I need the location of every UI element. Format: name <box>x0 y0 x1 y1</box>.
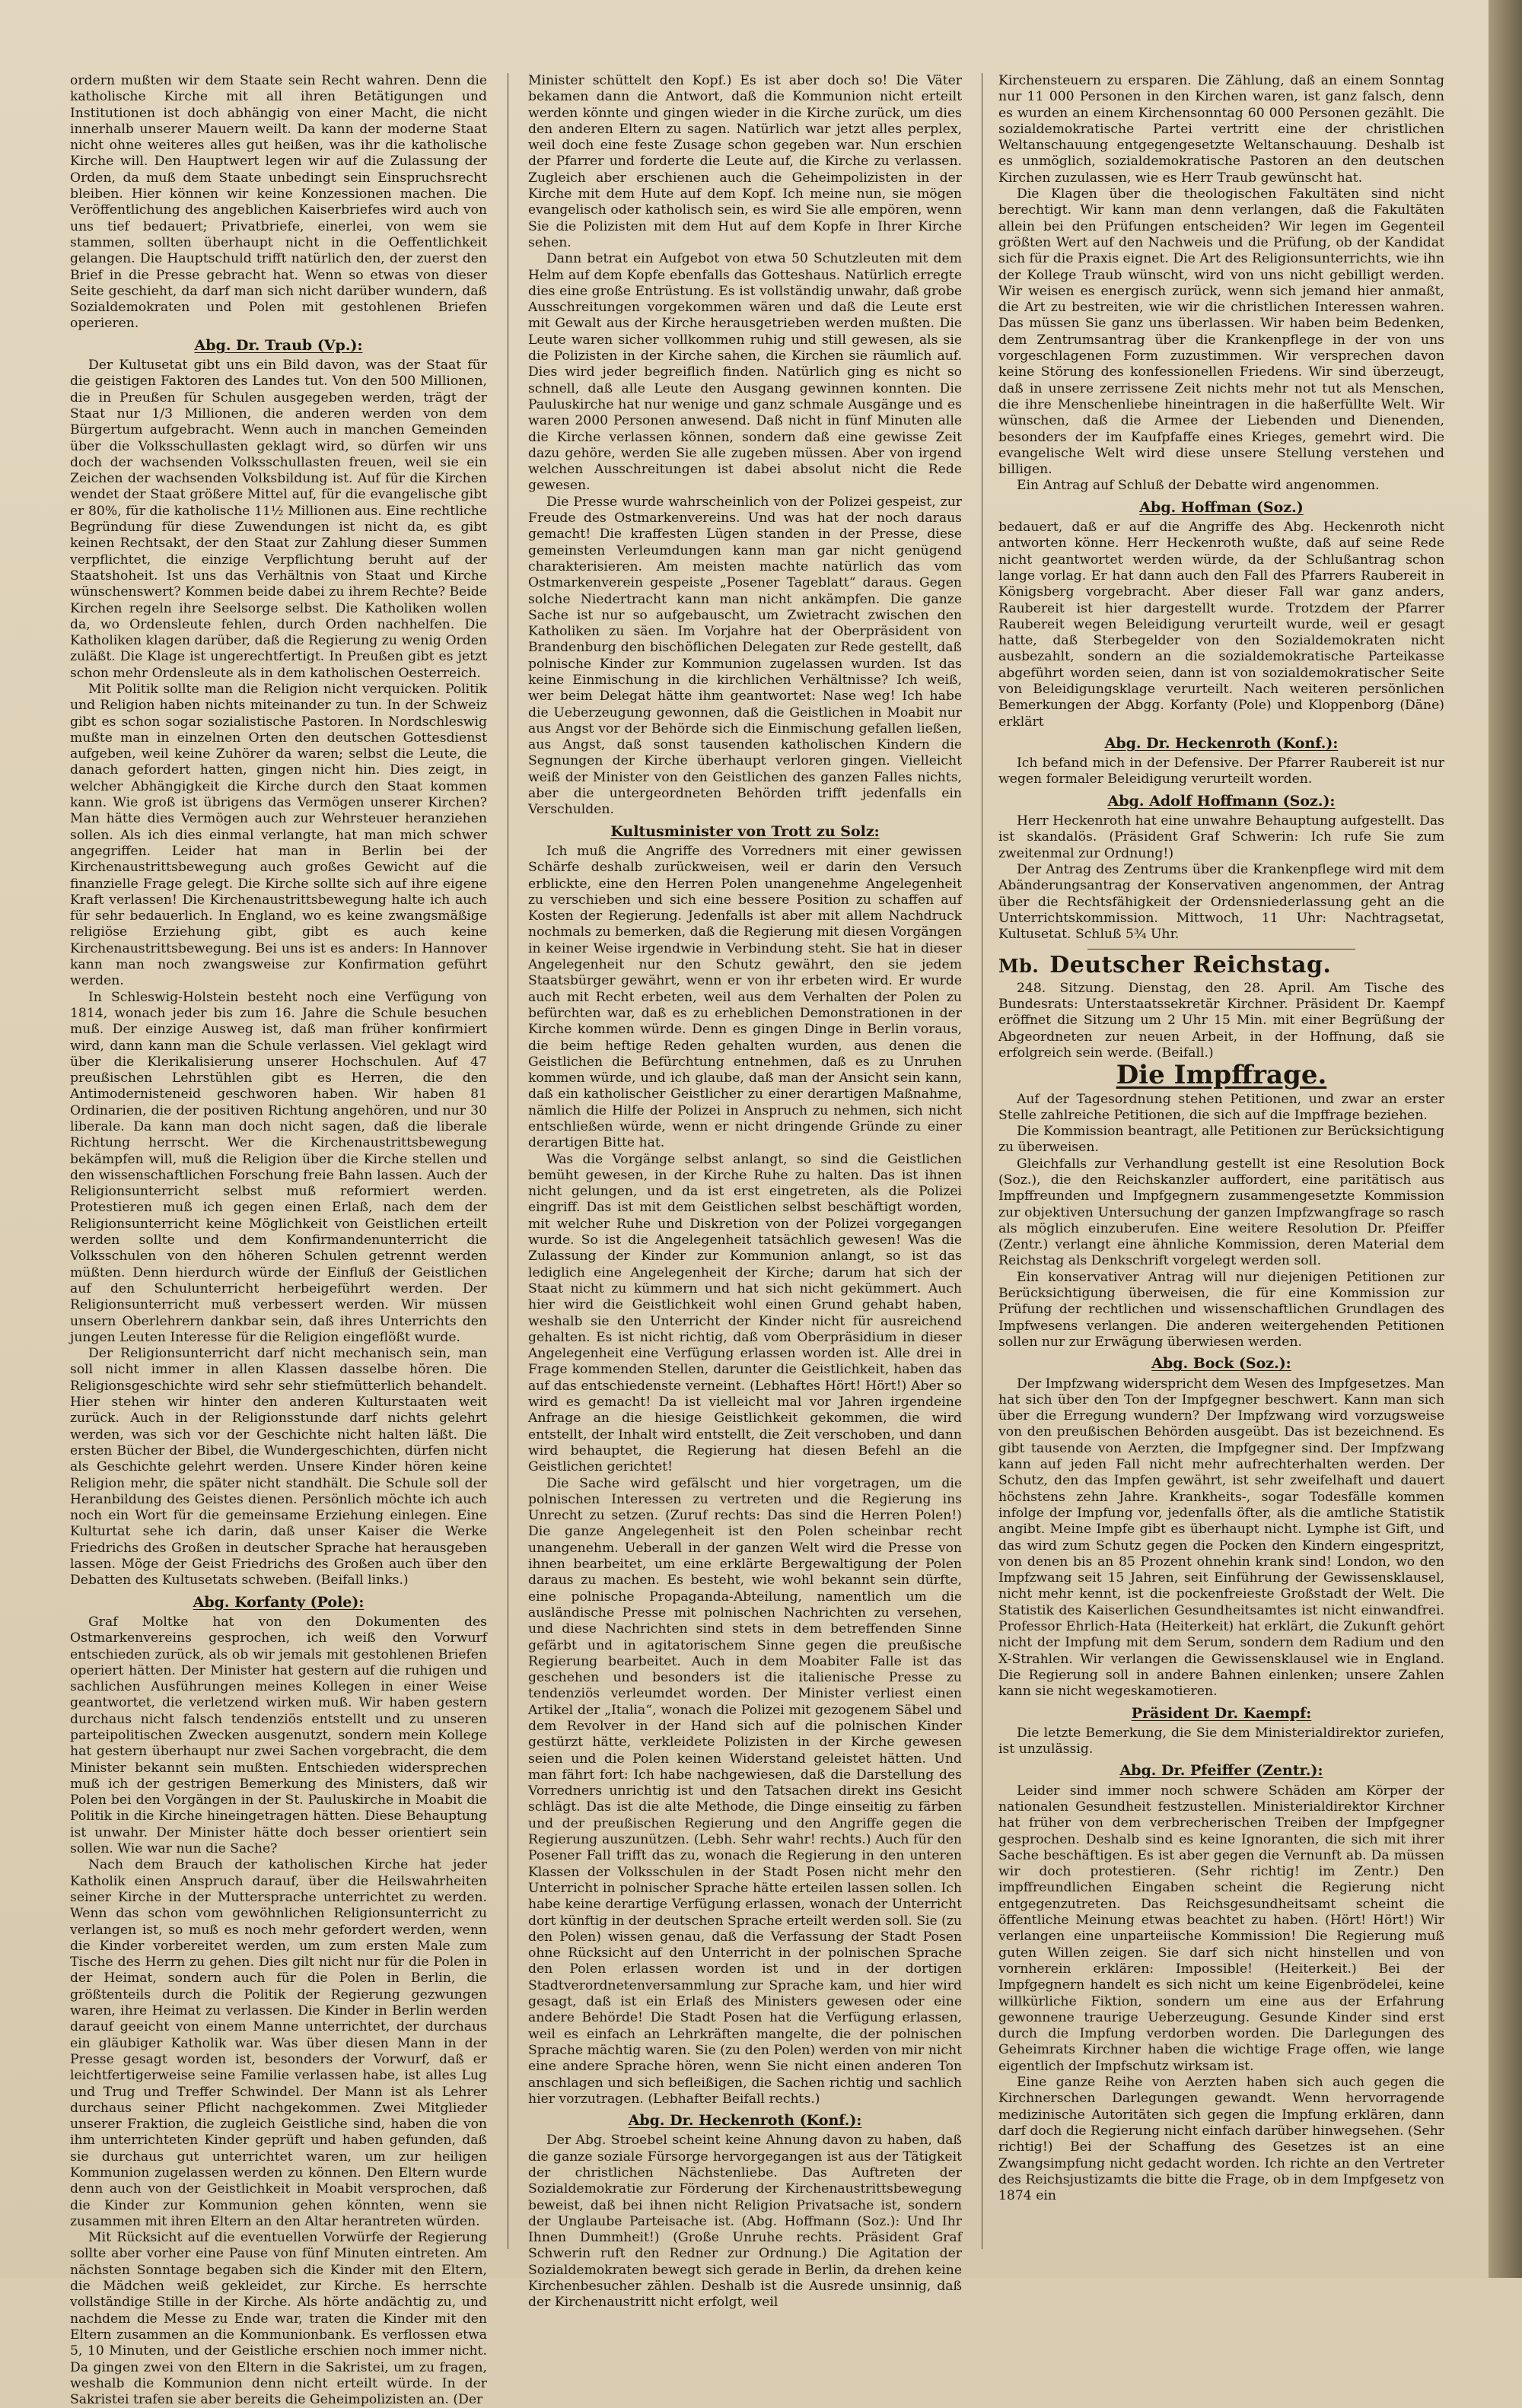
section-title <box>998 952 1444 979</box>
column-right <box>998 73 1444 2257</box>
speaker-heading: Präsident Dr. Kaempf: <box>1131 1704 1312 1722</box>
article-paragraph: bedauert, daß er auf die Angriffe des Abg. Heckenroth nicht antworten könne. Herr Heckenroth wußte, daß auf seine Rede nicht geantwortet werden würde, da der Schlußantrag schon lange vorlag. Er hat dann auch den Fall des Pfarrers Raubereit in Königsberg vorgebracht. Aber dieser Fall war ganz anders, Raubereit ist hier dargestellt wurde. Trotzdem der Pfarrer Raubereit wegen Beleidigung verurteilt wurde, weil er gesagt hatte, daß Sterbegelder von den Sozialdemokraten nicht ausbezahlt, sondern an die sozialdemokratische Parteikasse abgeführt worden seien, dann ist von sozialdemokratischer Seite von Beleidigungsklage verurteilt. Nach weiteren persönlichen Bemerkungen der Abgg. Korfanty (Pole) und Kloppenborg (Däne) erklärt <box>998 520 1444 730</box>
speaker-heading: Abg. Adolf Hoffmann (Soz.): <box>1107 792 1336 810</box>
article-paragraph: Minister schüttelt den Kopf.) Es ist aber doch so! Die Väter bekamen dann die Antwort, daß die Kommunion nicht erteilt werden könnte und gingen wieder in die Kirche zurück, um dies den anderen Eltern zu sagen. Natürlich war jetzt alles perplex, weil doch eine feste Zusage schon gegeben war. Nun erschien der Pfarrer und forderte die Leute auf, die Kirche zu verlassen. Zugleich aber erschienen auch die Geheimpolizisten in der Kirche mit dem Hute auf dem Kopf. Ich meine nun, sie mögen evangelisch oder katholisch sein, es wird Sie alle empören, wenn Sie die Polizisten mit dem Hut auf dem Kopfe in Ihrer Kirche sehen. <box>528 73 962 250</box>
speaker-heading: Abg. Dr. Heckenroth (Konf.): <box>1104 734 1339 752</box>
article-paragraph: Die Presse wurde wahrscheinlich von der Polizei gespeist, zur Freude des Ostmarkenvereins. Und was hat der noch daraus gemacht! Die kraffesten Lügen standen in der Presse, diese gemeinsten Verleumdungen kann man gar nicht genügend charakterisieren. Am meisten machte natürlich das vom Ostmarkenverein gespeiste „Posener Tageblatt“ daraus. Gegen solche Niedertracht kann man nicht ankämpfen. Die ganze Sache ist nur so aufgebauscht, um Zwietracht zwischen den Katholiken zu säen. Im Vorjahre hat der Oberpräsident von Brandenburg den bischöflichen Delegaten zur Rede gestellt, daß polnische Kinder zur Kommunion zugelassen wurden. Ist das keine Einmischung in die kirchlichen Verhältnisse? Ich weiß, wer beim Delegat hätte ihm geantwortet: Nase weg! Ich habe die Ueberzeugung gewonnen, daß die Geistlichen in Moabit nur aus Angst vor der Behörde sich die Einmischung gefallen ließen, aus Angst, daß sonst tausenden katholischen Kindern die Segnungen der Kirche überhaupt verloren gingen. Vielleicht weiß der Minister von den Geistlichen des ganzen Falles nichts, aber die untergeordneten Behörden trifft jedenfalls ein Verschulden. <box>528 494 962 818</box>
article-paragraph: In Schleswig-Holstein besteht noch eine Verfügung von 1814, wonach jeder bis zum 16. Jahre die Schule besuchen muß. Der einzige Ausweg ist, daß man früher konfirmiert wird, dann kann man die Schule verlassen. Viel geklagt wird über die Klerikalisierung unserer Hochschulen. Auf 47 preußischen Lehrstühlen gibt es Herren, die den Antimodernisteneid geschworen haben. Wir haben 81 Ordinarien, die der positiven Richtung angehören, und nur 30 liberale. Da kann man doch nicht sagen, daß die liberale Richtung herrscht. Wer die Kirchenaustrittsbewegung bekämpfen will, muß die Religion über die Kirche stellen und den wissenschaftlichen Forschung freie Bahn lassen. Auch der Religionsunterricht selbst muß reformiert werden. Protestieren muß ich gegen einen Erlaß, nach dem der Religionsunterricht keine Möglichkeit von Geistlichen erteilt werden sollte und dem Konfirmandenunterricht die Volksschulen von den höheren Schulen getrennt werden müßten. Denn hierdurch würde der Einfluß der Geistlichen auf den Schulunterricht herbeigeführt werden. Der Religionsunterricht muß verbessert werden. Wir müssen unsern Oberlehrern dankbar sein, daß ihres Unterrichts den jungen Leuten Interesse für die Religion eingeflößt wurde. <box>70 989 487 1345</box>
article-paragraph: Die letzte Bemerkung, die Sie dem Ministerialdirektor zuriefen, ist unzulässig. <box>998 1725 1444 1757</box>
article-paragraph: Graf Moltke hat von den Dokumenten des Ostmarkenvereins gesprochen, ich weiß den Vorwurf entschieden zurück, als ob wir jemals mit gestohlenen Briefen operiert hätten. Der Minister hat gestern auf die ruhigen und sachlichen Ausführungen meines Kollegen in einer Weise geantwortet, die verletzend wirken muß. Wir haben gestern durchaus nicht falsch tendenziös entstellt und zu unseren parteipolitischen Zwecken ausgenutzt, sondern mein Kollege hat gestern überhaupt nur zwei Sachen vorgebracht, die dem Minister bekannt sein mußten. Entschieden widersprechen muß ich der gestrigen Bemerkung des Ministers, daß wir Polen bei den Vorgängen in der St. Pauluskirche in Moabit die Politik in die Kirche hineingetragen hätten. Diese Behauptung ist unwahr. Der Minister hätte doch besser orientiert sein sollen. Wie war nun die Sache? <box>70 1614 487 1857</box>
section-marker: Mb. <box>998 955 1040 978</box>
article-paragraph: 248. Sitzung. Dienstag, den 28. April. Am Tische des Bundesrats: Unterstaatssekretär Kirchner. Präsident Dr. Kaempf eröffnet die Sitzung um 2 Uhr 15 Min. mit einer Begrüßung der Abgeordneten zur neuen Arbeit, in der Hoffnung, daß sie erfolgreich sein werde. (Beifall.) <box>998 980 1444 1061</box>
article-paragraph: Der Antrag des Zentrums über die Krankenpflege wird mit dem Abänderungsantrag der Konservativen angenommen, der Antrag über die Rechtsfähigkeit der Ordensniederlassung geht an die Unterrichtskommission. Mittwoch, 11 Uhr: Nachtragsetat, Kultusetat. Schluß 5¾ Uhr. <box>998 861 1444 943</box>
section-divider <box>1087 949 1355 950</box>
speaker-heading: Abg. Dr. Pfeiffer (Zentr.): <box>1119 1762 1323 1780</box>
article-paragraph: Die Klagen über die theologischen Fakultäten sind nicht berechtigt. Wir kann man denn verlangen, daß die Fakultäten allein bei den Prüfungen entscheiden? Wir legen im Gegenteil größten Wert auf den Nachweis und die Prüfung, ob der Kandidat sich für die Praxis eignet. Die Art des Religionsunterrichts, wie ihn der Kollege Traub wünscht, wird von uns nicht gebilligt werden. Wir weisen es energisch zurück, wenn sich jemand hier anmaßt, die Art zu bestreiten, wie wir die christlichen Interessen wahren. Das müssen Sie ganz uns überlassen. Wir haben beim Bedenken, dem Zentrumsantrag über die Krankenpflege in der von uns vorgeschlagenen Form zuzustimmen. Wir versprechen davon keine Störung des konfessionellen Friedens. Wir sind überzeugt, daß in unsere zerrissene Zeit nichts mehr not tut als Menschen, die ihre Menschenliebe hineintragen in die haßerfüllte Welt. Wir wünschen, daß die Armee der Liebenden und Dienenden, besonders der im Kaufpfaffe eines Krieges, gemehrt wird. Die evangelische Welt wird diese unsere Stellung verstehen und billigen. <box>998 186 1444 478</box>
article-paragraph: Mit Politik sollte man die Religion nicht verquicken. Politik und Religion haben nichts miteinander zu tun. In der Schweiz gibt es schon sogar sozialistische Pastoren. In Nordschleswig mußte man in einzelnen Orten den deutschen Gottesdienst aufgeben, weil keine Zuhörer da waren; selbst die Leute, die danach gefordert hatten, gingen nicht hin. Dies zeigt, in welcher Abhängigkeit die Kirche durch den Staat kommen kann. Wie groß ist übrigens das Vermögen unserer Kirchen? Man hätte dies Vermögen auch zur Wehrsteuer heranziehen sollen. Als ich dies einmal verlangte, hat man mich schwer angegriffen. Leider hat man in Berlin bei der Kirchenaustrittsbewegung auch großes Gewicht auf die finanzielle Frage gelegt. Die Kirche sollte sich auf ihre eigene Kraft verlassen! Die Kirchenaustrittsbewegung halte ich auch für sehr bedauerlich. In England, wo es keine zwangsmäßige religiöse Erziehung gibt, gibt es auch keine Kirchenaustrittsbewegung. Bei uns ist es anders: In Hannover kann man noch zwangsweise zur Konfirmation geführt werden. <box>70 681 487 989</box>
speaker-heading: Kultusminister von Trott zu Solz: <box>610 822 880 840</box>
article-paragraph: Der Impfzwang widerspricht dem Wesen des Impfgesetzes. Man hat sich über den Ton der Impfgegner beschwert. Kann man sich über die Erregung wundern? Der Impfzwang wird vorzugsweise von den preußischen Behörden ausgeübt. Das ist bezeichnend. Es gibt tausende von Aerzten, die Impfgegner sind. Der Impfzwang kann auf jeden Fall nicht mehr aufrechterhalten werden. Der Schutz, den das Impfen gewährt, ist sehr zweifelhaft und dauert höchstens zehn Jahre. Krankheits-, sogar Todesfälle kommen infolge der Impfung vor, jedenfalls öfter, als die amtliche Statistik angibt. Meine Impfe gibt es überhaupt nicht. Lymphe ist Gift, und das wird zum Schutz gegen die Pocken den Kindern eingespritzt, von denen bis an 85 Prozent ohnehin krank sind! London, wo den Impfzwang seit 15 Jahren, seit Einführung der Gewissensklausel, nicht mehr kennt, ist die pockenfreieste Großstadt der Welt. Die Statistik des Kaiserlichen Gesundheitsamtes ist nicht einwandfrei. Professor Ehrlich-Hata (Heiterkeit) hat erklärt, die Zukunft gehört nicht der Impfung mit dem Serum, sondern dem Radium und den X-Strahlen. Wir verlangen die Gewissensklausel wie in England. Die Regierung soll in andere Bahnen einlenken; unsere Zahlen kann sie nicht wegeskamotieren. <box>998 1376 1444 1700</box>
column-left <box>70 73 487 2408</box>
topic-heading: Die Impffrage. <box>1116 1060 1327 1091</box>
article-paragraph: Die Sache wird gefälscht und hier vorgetragen, um die polnischen Interessen zu vertreten und die Regierung ins Unrecht zu setzen. (Zuruf rechts: Das sind die Herren Polen!) Die ganze Angelegenheit ist den Polen scheinbar recht unangenehm. Ueberall in der ganzen Welt wird die Presse von ihnen bearbeitet, um eine erklärte Bergewaltigung der Polen daraus zu machen. Es besteht, wie wohl bekannt sein dürfte, eine polnische Propaganda-Abteilung, namentlich um die ausländische Presse mit polnischen Nachrichten zu versehen, und diese Nachrichten sind stets in dem betreffenden Sinne gefärbt und in agitatorischem Sinne gegen die preußische Regierung bearbeitet. Auch in dem Moabiter Falle ist das geschehen und besonders ist die italienische Presse zu tendenziös verleumdet worden. Der Minister verliest einen Artikel der „Italia“, wonach die Polizei mit gezogenem Säbel und dem Revolver in der Hand sich auf die polnischen Kinder gestürzt hätte, verkleidete Polizisten in der Kirche gewesen seien und die Polen keinen Widerstand geleistet hätten. Und man fährt fort: Ich habe nachgewiesen, daß die Darstellung des Vorredners unrichtig ist und den Tatsachen direkt ins Gesicht schlägt. Das ist die alte Methode, die Dinge einseitig zu färben und der preußischen Regierung und den Angriffe gegen die Regierung auszunützen. (Lebh. Sehr wahr! rechts.) Auch für den Posener Fall trifft das zu, wonach die Regierung in den unteren Klassen der Volksschulen in der Stadt Posen nicht mehr den Unterricht in polnischer Sprache hätte erteilen lassen sollen. Ich habe keine derartige Verfügung erlassen, wonach der Unterricht dort künftig in der deutschen Sprache erteilt werden soll. Sie (zu den Polen) wissen genau, daß die Verfassung der Stadt Posen ohne Rücksicht auf den Unterricht in der polnischen Sprache den Polen erlassen worden ist und in der dortigen Stadtverordnetenversammlung zur Sprache kam, und hier wird gesagt, daß ist ein Erlaß des Ministers gewesen oder eine andere Behörde! Die Stadt Posen hat die Verfügung erlassen, weil es einfach an Lehrkräften mangelte, die der polnischen Sprache mächtig waren. Sie (zu den Polen) werden von mir nicht eine andere Sprache hören, wenn Sie nicht einen anderen Ton anschlagen und sich befleißigen, die Sachen richtig und sachlich hier vorzutragen. (Lebhafter Beifall rechts.) <box>528 1475 963 2107</box>
article-paragraph: Auf der Tagesordnung stehen Petitionen, und zwar an erster Stelle zahlreiche Petitionen, die sich auf die Impffrage beziehen. <box>998 1091 1444 1123</box>
page-edge-shadow <box>1489 0 1522 2278</box>
article-paragraph: Was die Vorgänge selbst anlangt, so sind die Geistlichen bemüht gewesen, in der Kirche Ruhe zu halten. Das ist ihnen nicht gelungen, und da ist erst eingetreten, als die Polizei eingriff. Das ist mit dem Geistlichen selbst beschäftigt worden, mit welcher Ruhe und Diskretion von der Polizei vorgegangen wurde. So ist die Angelegenheit tatsächlich gewesen! Was die Zulassung der Kinder zur Kommunion anlangt, so ist das lediglich eine Angelegenheit der Kirche; darum hat sich der Staat nicht zu kümmern und hat sich nicht gekümmert. Auch hier wird die Geistlichkeit wohl einen Grund gehabt haben, weshalb sie den Unterricht der Kinder nicht für ausreichend gehalten. Es ist nicht richtig, daß vom Oberpräsidium in dieser Angelegenheit eine Verfügung erlassen worden ist. Alle drei in Frage kommenden Stellen, darunter die Geistlichkeit, haben das auf das entschiedenste verneint. (Lebhaftes Hört! Hört!) Aber so wird es gemacht! Da ist vielleicht mal vor Jahren irgendeine Anfrage an die hiesige Geistlichkeit gekommen, die wird entstellt, der Inhalt wird entstellt, die Zeit verschoben, und dann wird behauptet, die Regierung hat diesen Befehl an die Geistlichen gerichtet! <box>528 1151 962 1475</box>
article-paragraph: Ich muß die Angriffe des Vorredners mit einer gewissen Schärfe deshalb zurückweisen, weil er darin den Versuch erblickte, eine den Herren Polen unangenehme Angelegenheit zu verschieben und sich eine bessere Position zu schaffen auf Kosten der Regierung. Jedenfalls ist aber mit allem Nachdruck nochmals zu bemerken, daß die Regierung mit diesen Vorgängen in keiner Weise irgendwie in Verbindung steht. Sie hat in dieser Angelegenheit nur den Schutz gewährt, den sie jedem Staatsbürger gewährt, wenn er von ihr erbeten wird. Er wurde auch mit Recht erbeten, weil aus dem Verhalten der Polen zu befürchten war, daß es zu erheblichen Demonstrationen in der Kirche kommen würde. Denn es gingen Dinge in Berlin voraus, die beim heftige Reden gehalten wurden, aus denen die Geistlichen die Befürchtung entnehmen, daß es zu Unruhen kommen würde, und ich glaube, daß man der Ansicht sein kann, daß ein katholischer Geistlicher zu einer derartigen Maßnahme, nämlich die Hilfe der Polizei in Anspruch zu nehmen, sich nicht entschließen würde, wenn er nicht dringende Gründe zu einer derartigen Bitte hat. <box>528 843 962 1151</box>
article-paragraph: Ein Antrag auf Schluß der Debatte wird angenommen. <box>1017 478 1380 494</box>
article-paragraph: Kirchensteuern zu ersparen. Die Zählung, daß an einem Sonntag nur 11 000 Personen in den Kirchen waren, ist ganz falsch, denn es wurden an einem Kirchensonntag 60 000 Personen gezählt. Die sozialdemokratische Partei vertritt eine der christlichen Weltanschauung entgegengesetzte Weltanschauung. Deshalb ist es unmöglich, sozialdemokratische Pastoren an den deutschen Kirchen zuzulassen, wie es Herr Traub gewünscht hat. <box>998 73 1444 186</box>
column-middle <box>528 73 963 2311</box>
article-paragraph: Ein konservativer Antrag will nur diejenigen Petitionen zur Berücksichtigung überweisen, die für eine Kommission zur Prüfung der rechtlichen und wissenschaftlichen Grundlagen des Impfwesens verlangen. Die anderen weitergehenden Petitionen sollen nur zur Erwägung überwiesen werden. <box>998 1269 1444 1350</box>
speaker-heading: Abg. Korfanty (Pole): <box>193 1593 365 1611</box>
article-paragraph: Mit Rücksicht auf die eventuellen Vorwürfe der Regierung sollte aber vorher eine Pause von fünf Minuten eintreten. Am nächsten Sonntage begaben sich die Kinder mit den Eltern, die Mädchen weiß gekleidet, zur Kirche. Es herrschte vollständige Stille in der Kirche. Als hörte andächtig zu, und nachdem die Messe zu Ende war, traten die Kinder mit den Eltern zusammen an die Kommunionbank. Es verflossen etwa 5, 10 Minuten, und der Geistliche erschien noch immer nicht. Da gingen zwei von den Eltern in die Sakristei, um zu fragen, weshalb die Kommunion denn nicht erteilt würde. In der Sakristei trafen sie aber bereits die Geheimpolizisten an. (Der <box>70 2230 487 2408</box>
speaker-heading: Abg. Dr. Traub (Vp.): <box>194 336 363 354</box>
article-paragraph: Gleichfalls zur Verhandlung gestellt ist eine Resolution Bock (Soz.), die den Reichskanzler auffordert, eine paritätisch aus Impffreunden und Impfgegnern zusammengesetzte Kommission zur objektiven Untersuchung der ganzen Impfzwangfrage so rasch als möglich einzuberufen. Eine weitere Resolution Dr. Pfeiffer (Zentr.) verlangt eine ähnliche Kommission, deren Material dem Reichstag als Denkschrift vorgelegt werden soll. <box>998 1156 1444 1269</box>
section-title-text: Deutscher Reichstag. <box>1049 952 1332 979</box>
article-paragraph: Die Kommission beantragt, alle Petitionen zur Berücksichtigung zu überweisen. <box>998 1124 1444 1156</box>
speaker-heading: Abg. Dr. Heckenroth (Konf.): <box>628 2112 862 2130</box>
article-paragraph: Der Religionsunterricht darf nicht mechanisch sein, man soll nicht immer in allen Klassen dasselbe hören. Die Religionsgeschichte wird sehr sehr stiefmütterlich behandelt. Hier stehen wir hinter den anderen Kulturstaaten weit zurück. Auch in der Religionsstunde darf nichts gelehrt werden, was sich vor der Geschichte nicht halten läßt. Die ersten Bücher der Bibel, die Wundergeschichten, dürfen nicht als Geschichte gelehrt werden. Unsere Kinder hören keine Religion mehr, die später nicht standhält. Die Schule soll der Heranbildung des Geistes dienen. Persönlich möchte ich auch noch ein Wort für die gemeinsame Erziehung einlegen. Eine Kulturtat sehe ich darin, daß unser Kaiser die Werke Friedrichs des Großen in deutscher Sprache hat herausgeben lassen. Möge der Geist Friedrichs des Großen auch über den Debatten des Kultusetats schweben. (Beifall links.) <box>70 1346 487 1589</box>
article-paragraph: Leider sind immer noch schwere Schäden am Körper der nationalen Gesundheit festzustellen. Ministerialdirektor Kirchner hat früher von dem verbrecherischen Treiben der Impfgegner gesprochen. Deshalb sind es keine Ignoranten, die sich mit ihrer Sache beschäftigen. Es ist aber gegen die Vernunft ab. Da müssen wir doch protestieren. (Sehr richtig! im Zentr.) Den impffreundlichen Eingaben scheint die Regierung nicht entgegenzutreten. Das Reichsgesundheitsamt scheint die öffentliche Meinung etwas beachtet zu haben. (Hört! Hört!) Wir verlangen eine unparteiische Kommission! Die Regierung muß guten Willen zeigen. Sie darf sich nicht hinstellen und von vornherein erklären: Impossible! (Heiterkeit.) Bei der Impfgegnern handelt es sich nicht um keine Eigenbrödelei, keine willkürliche Fiktion, sondern um eine aus der Erfahrung gewonnene traurige Ueberzeugung. Gesunde Kinder sind erst durch die Impfung verdorben worden. Die Darlegungen des Geheimrats Kirchner haben die wichtige Frage offen, wie lange eigentlich der Impfschutz wirksam ist. <box>998 1783 1444 2074</box>
article-paragraph: Herr Heckenroth hat eine unwahre Behauptung aufgestellt. Das ist skandalös. (Präsident Graf Schwerin: Ich rufe Sie zum zweitenmal zur Ordnung!) <box>998 813 1444 861</box>
article-paragraph: Der Kultusetat gibt uns ein Bild davon, was der Staat für die geistigen Faktoren des Landes tut. Von den 500 Millionen, die in Preußen für Schulen ausgegeben werden, trägt der Staat nur 1/3 Millionen, die anderen werden von dem Bürgertum aufgebracht. Wenn auch in manchen Gemeinden über die Volksschullasten geklagt wird, so dürfen wir uns doch der wachsenden Volksschullasten freuen, weil sie ein Zeichen der wachsenden Volksbildung ist. Auf für die Kirchen wendet der Staat größere Mittel auf, für die evangelische gibt er 80%, für die katholische 11½ Millionen aus. Eine rechtliche Begründung für diese Zuwendungen ist nicht da, es gibt keinen Rechtsakt, der den Staat zur Zahlung dieser Summen verpflichtet, die einzige Verpflichtung beruht auf der Staatshoheit. Ist uns das Verhältnis von Staat und Kirche wünschenswert? Kommen beide dabei zu ihrem Rechte? Beide Kirchen regeln ihre Seelsorge selbst. Die Katholiken wollen da, wo Ordensleute fehlen, durch Orden nachhelfen. Die Katholiken klagen darüber, daß die Regierung zu wenig Orden zuläßt. Die Klage ist ungerechtfertigt. In Preußen gibt es jetzt schon mehr Ordensleute als in dem katholischen Oesterreich. <box>70 358 487 681</box>
article-paragraph: Eine ganze Reihe von Aerzten haben sich auch gegen die Kirchnerschen Darlegungen gewandt. Wenn hervorragende medizinische Autoritäten sich gegen die Impfung erklären, dann darf doch die Regierung nicht einfach darüber hinwegsehen. (Sehr richtig!) Bei der Schaffung des Gesetzes ist an eine Zwangsimpfung nicht gedacht worden. Ich richte an den Vertreter des Reichsjustizamts die bitte die Frage, ob in dem Impfgesetz von 1874 ein <box>998 2075 1444 2204</box>
speaker-heading: Abg. Hoffman (Soz.) <box>1139 498 1304 516</box>
article-paragraph: Nach dem Brauch der katholischen Kirche hat jeder Katholik einen Anspruch darauf, über die Heilswahrheiten seiner Kirche in der Muttersprache unterrichtet zu werden. Wenn das schon vom gewöhnlichen Religionsunterricht zu verlangen ist, so muß es noch mehr gefordert werden, wenn die Kinder vorbereitet werden, um zum ersten Male zum Tische des Herrn zu gehen. Dies gilt nicht nur für die Polen in der Heimat, sondern auch für die Polen in Berlin, die größtenteils durch die Politik der Regierung gezwungen waren, ihre Heimat zu verlassen. Die Kinder in Berlin werden darauf geeicht von einem Manne unterrichtet, der durchaus ein gläubiger Katholik war. Was über diesen Mann in der Presse gesagt worden ist, besonders der Vorwurf, daß er leichtfertigerweise seine Familie verlassen habe, ist alles Lug und Trug und Treffer Schwindel. Der Mann ist als Lehrer durchaus seiner Pflicht nachgekommen. Zwei Mitglieder unserer Fraktion, die zugleich Geistliche sind, haben die von ihm unterrichteten Kinder geprüft und haben gefunden, daß sie durchaus gut unterrichtet waren, um zur heiligen Kommunion zugelassen werden zu können. Den Eltern wurde denn auch von der Geistlichkeit in Moabit versprochen, daß die Kinder zur Kommunion gehen könnten, wenn sie zusammen mit ihren Eltern an den Altar herantreten würden. <box>70 1857 487 2229</box>
article-paragraph: Dann betrat ein Aufgebot von etwa 50 Schutzleuten mit dem Helm auf dem Kopfe ebenfalls das Gotteshaus. Natürlich erregte dies eine große Entrüstung. Es ist vollständig unwahr, daß grobe Ausschreitungen vorgekommen wären und daß die Leute erst mit Gewalt aus der Kirche herausgetrieben werden mußten. Die Leute waren sicher vollkommen ruhig und still gewesen, als sie die Polizisten in der Kirche sahen, die Kirchen sie räumlich auf. Dies wird jeder begreiflich finden. Natürlich ging es nicht so schnell, daß alle Leute den Ausgang gewinnen konnten. Die Pauluskirche hat nur wenige und ganz schmale Ausgänge und es waren 2000 Personen anwesend. Daß nicht in fünf Minuten alle die Kirche verlassen können, sondern daß eine gewisse Zeit dazu gehöre, werden Sie alle zugeben müssen. Aber von irgend welchen Ausschreitungen ist dabei absolut nicht die Rede gewesen. <box>528 251 962 494</box>
article-paragraph: Der Abg. Stroebel scheint keine Ahnung davon zu haben, daß die ganze soziale Fürsorge hervorgegangen ist aus der Tätigkeit der christlichen Nächstenliebe. Das Auftreten der Sozialdemokratie zur Förderung der Kirchenaustrittsbewegung beweist, daß bei ihnen nicht Religion Privatsache ist, sondern der Unglaube Parteisache ist. (Abg. Hoffmann (Soz.): Und Ihr Ihnen Dummheit!) (Große Unruhe rechts. Präsident Graf Schwerin ruft den Redner zur Ordnung.) Die Agitation der Sozialdemokraten bewegt sich gerade in Berlin, da drehen keine Kirchenbesucher zählen. Deshalb ist die Ausrede unsinnig, daß der Kirchenaustritt nicht erfolgt, weil <box>528 2133 962 2311</box>
speaker-heading: Abg. Bock (Soz.): <box>1151 1355 1291 1373</box>
article-paragraph: ordern mußten wir dem Staate sein Recht wahren. Denn die katholische Kirche mit all ihren Betätigungen und Institutionen ist doch abhängig von einer Macht, die nicht innerhalb unserer Mauern weilt. Da kann der moderne Staat nicht ohne weiteres alles gut heißen, was ihr die katholische Kirche will. Den Hauptwert legen wir auf die Zulassung der Orden, da muß dem Staate unbedingt sein Einspruchsrecht bleiben. Hier können wir keine Konzessionen machen. Die Veröffentlichung des angeblichen Kaiserbriefes wird auch von uns tief bedauert; Privatbriefe, einerlei, von wem sie stammen, sollten überhaupt nicht in die Oeffentlichkeit gelangen. Die Hauptschuld trifft natürlich den, der zuerst den Brief in die Presse gebracht hat. Wenn so etwas von dieser Seite geschieht, da darf man sich nicht darüber wundern, daß Sozialdemokraten und Polen mit gestohlenen Briefen operieren. <box>70 73 487 332</box>
article-paragraph: Ich befand mich in der Defensive. Der Pfarrer Raubereit ist nur wegen formaler Beleidigung verurteilt worden. <box>998 755 1444 787</box>
